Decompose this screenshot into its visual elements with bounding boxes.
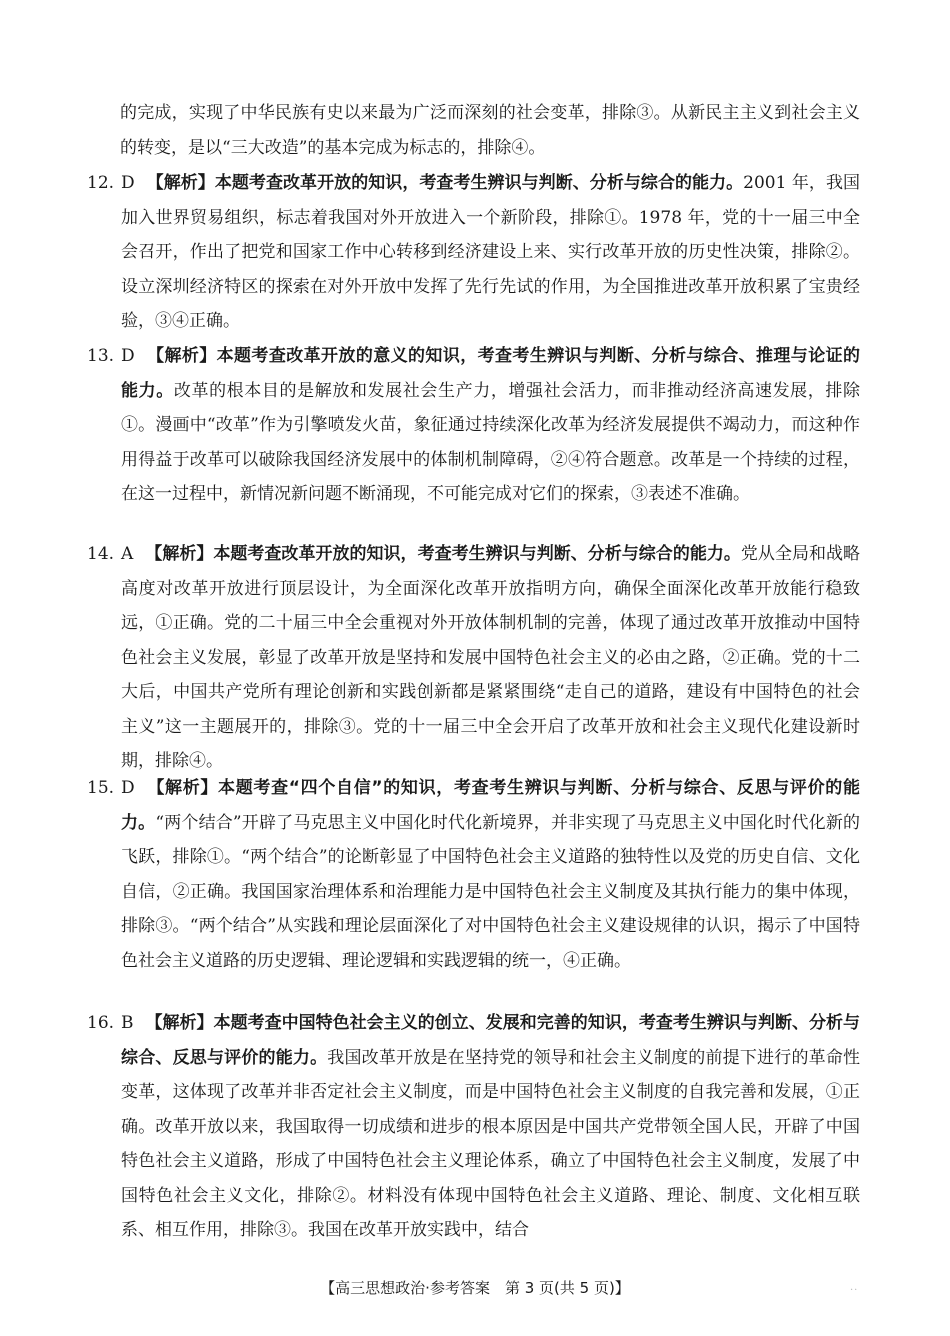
item-body (121, 339, 860, 512)
item-text: 我国改革开放是在坚持党的领导和社会主义制度的前提下进行的革命性变革，这体现了改革并非否定社会主义制度，而是中国特色社会主义制度的自我完善和发展，①正确。改革开放以来，我国取得一切成绩和进步的根本原因是中国共产党带领全国人民，开辟了中国特色社会主义道路，形成了中国特色社会主义理论体系，确立了中国特色社会主义制度，发展了中国特色社会主义文化，排除②。材料没有体现中国特色社会主义道路、理论、制度、文化相互联系、相互作用，排除③。我国在改革开放实践中，结合 (121, 1047, 861, 1240)
item-answer: D (121, 346, 135, 366)
answer-item-16 (87, 1006, 860, 1248)
page-footer: 【高三思想政治·参考答案 第 3 页(共 5 页)】 (320, 1279, 630, 1297)
item-text: “两个结合”开辟了马克思主义中国化时代化新境界，并非实现了马克思主义中国化时代化新的飞跃，排除①。“两个结合”的论断彰显了中国特色社会主义道路的独特性以及党的历史自信、文化自信，②正确。我国国家治理体系和治理能力是中国特色社会主义制度及其执行能力的集中体现，排除③。“两个结合”从实践和理论层面深化了对中国特色社会主义建设规律的认识，揭示了中国特色社会主义道路的历史逻辑、理论逻辑和实践逻辑的统一，④正确。 (121, 812, 860, 971)
item-body (121, 166, 860, 339)
item-answer: D (121, 778, 135, 798)
footer-mark: ·· (850, 1285, 859, 1296)
answer-item-15 (87, 771, 860, 978)
answer-item-13 (87, 339, 860, 512)
item-lead: 【解析】本题考查改革开放的知识，考查考生辨识与判断、分析与综合的能力。 (146, 173, 744, 193)
item-lead: 【解析】本题考查中国特色社会主义的创立、发展和完善的知识，考查考生辨识与判断、分析与综合、反思与评价的能力。 (121, 1013, 860, 1068)
item-number: 16. (87, 1013, 115, 1033)
item-number: 14. (87, 544, 115, 564)
item-text: 2001 年，我国加入世界贸易组织，标志着我国对外开放进入一个新阶段，排除①。1978 年，党的十一届三中全会召开，作出了把党和国家工作中心转移到经济建设上来、实行改革开放的历史性决策，排除②。设立深圳经济特区的探索在对外开放中发挥了先行先试的作用，为全国推进改革开放积累了宝贵经验，③④正确。 (121, 173, 861, 331)
item-text: 改革的根本目的是解放和发展社会生产力，增强社会活力，而非推动经济高速发展，排除①。漫画中“改革”作为引擎喷发火苗，象征通过持续深化改革为经济发展提供不竭动力，而这种作用得益于改革可以破除我国经济发展中的体制机制障碍，②④符合题意。改革是一个持续的过程，在这一过程中，新情况新问题不断涌现，不可能完成对它们的探索，③表述不准确。 (121, 380, 861, 504)
item-answer: A (121, 544, 134, 564)
item-number: 15. (87, 778, 115, 798)
item-number: 12. (87, 173, 115, 193)
answer-item-14 (87, 537, 860, 779)
item-body (121, 1006, 860, 1248)
item-text: 党从全局和战略高度对改革开放进行顶层设计，为全面深化改革开放指明方向，确保全面深化改革开放能行稳致远，①正确。党的二十届三中全会重视对外开放体制机制的完善，体现了通过改革开放推动中国特色社会主义发展，彰显了改革开放是坚持和发展中国特色社会主义的必由之路，②正确。党的十二大后，中国共产党所有理论创新和实践创新都是紧紧围绕“走自己的道路，建设有中国特色的社会主义”这一主题展开的，排除③。党的十一届三中全会开启了改革开放和社会主义现代化建设新时期，排除④。 (121, 544, 861, 771)
item-answer: B (121, 1013, 134, 1033)
item-answer: D (121, 173, 135, 193)
item-lead: 【解析】本题考查“四个自信”的知识，考查考生辨识与判断、分析与综合、反思与评价的能力。 (121, 778, 860, 833)
item-lead: 【解析】本题考查改革开放的知识，考查考生辨识与判断、分析与综合的能力。 (145, 544, 741, 564)
answer-item-12 (87, 166, 860, 339)
item-lead: 【解析】本题考查改革开放的意义的知识，考查考生辨识与判断、分析与综合、推理与论证的能力。 (121, 346, 860, 401)
item-body (121, 537, 860, 779)
item-number: 13. (87, 346, 115, 366)
continuation-paragraph: 的完成，实现了中华民族有史以来最为广泛而深刻的社会变革，排除③。从新民主主义到社会主义的转变，是以“三大改造”的基本完成为标志的，排除④。 (120, 103, 860, 158)
item-body (121, 771, 860, 978)
